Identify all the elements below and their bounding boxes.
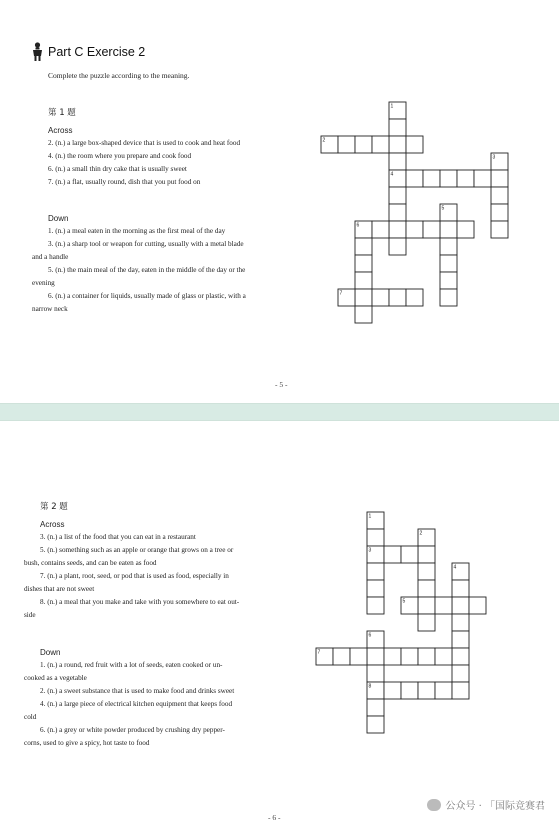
clue-item: cooked as a vegetable [24,674,87,682]
clue-item: 6. (n.) a container for liquids, usually made of glass or plastic, with a [48,292,246,300]
crossword-cell[interactable] [406,136,423,153]
crossword-cell[interactable] [452,631,469,648]
crossword-cell[interactable] [491,221,508,238]
clue-item: 6. (n.) a small thin dry cake that is usually sweet [48,165,187,173]
clue-number: 4 [390,171,394,178]
crossword-cell[interactable] [355,255,372,272]
crossword-cell[interactable] [384,546,401,563]
clue-item: 1. (n.) a meal eaten in the morning as the first meal of the day [48,227,226,235]
crossword-cell[interactable] [406,170,423,187]
crossword-cell[interactable] [355,289,372,306]
crossword-cell[interactable] [355,136,372,153]
clue-item: 5. (n.) the main meal of the day, eaten in the middle of the day or the [48,266,246,274]
crossword-cell[interactable] [440,170,457,187]
clue-item: 5. (n.) something such as an apple or orange that grows on a tree or [40,546,234,554]
crossword-cell[interactable] [355,238,372,255]
crossword-cell[interactable] [440,272,457,289]
wechat-icon [427,799,441,811]
puzzle2-heading: 第 2 题 [40,502,68,512]
clue-number: 5 [441,205,445,212]
clue-item: side [24,611,36,619]
crossword-cell[interactable] [384,648,401,665]
crossword-cell[interactable] [440,238,457,255]
crossword-cell[interactable] [452,614,469,631]
clue-number: 7 [317,649,321,656]
clue-item: 7. (n.) a flat, usually round, dish that you put food on [48,178,201,186]
clue-item: and a handle [32,253,69,261]
puzzle2-down-label: Down [40,648,61,657]
crossword-cell[interactable] [418,580,435,597]
watermark-text: 公众号 · 「国际竞赛君 [445,801,545,812]
crossword-cell[interactable] [333,648,350,665]
crossword-cell[interactable] [418,614,435,631]
crossword-cell[interactable] [350,648,367,665]
crossword-cell[interactable] [474,170,491,187]
clue-item: 1. (n.) a round, red fruit with a lot of seeds, eaten cooked or un- [40,661,223,669]
crossword-cell[interactable] [435,597,452,614]
puzzle1-across-label: Across [48,126,73,135]
watermark [427,797,545,812]
clue-item: 3. (n.) a list of the food that you can eat in a restaurant [40,533,196,541]
page-6 [0,421,559,822]
crossword-cell[interactable] [418,563,435,580]
crossword-cell[interactable] [457,221,474,238]
crossword-cell[interactable] [389,289,406,306]
crossword-cell[interactable] [372,221,389,238]
crossword-cell[interactable] [367,563,384,580]
clue-item: 2. (n.) a sweet substance that is used to make food and drinks sweet [40,687,235,695]
crossword-cell[interactable] [435,648,452,665]
clue-item: 7. (n.) a plant, root, seed, or pod that is used as food, especially in [40,572,229,580]
page-number: - 5 - [275,380,288,389]
crossword-cell[interactable] [440,289,457,306]
clue-item: dishes that are not sweet [24,585,95,593]
crossword-cell[interactable] [418,682,435,699]
instruction-text: Complete the puzzle according to the meaning. [48,71,190,80]
clue-item: corns, used to give a spicy, hot taste to food [24,739,150,747]
crossword-cell[interactable] [389,153,406,170]
crossword-cell[interactable] [372,289,389,306]
clue-item: evening [32,279,55,287]
page-title: Part C Exercise 2 [48,45,146,59]
crossword-cell[interactable] [401,682,418,699]
crossword-cell[interactable] [491,187,508,204]
crossword-grid-2 [0,421,559,822]
crossword-cell[interactable] [367,699,384,716]
clue-item: 3. (n.) a sharp tool or weapon for cutting, usually with a metal blade [48,240,244,248]
clue-item: 8. (n.) a meal that you make and take with you somewhere to eat out- [40,598,240,606]
crossword-cell[interactable] [423,170,440,187]
crossword-cell[interactable] [389,238,406,255]
clue-number: 5 [402,598,406,605]
clue-number: 6 [368,632,372,639]
crossword-cell[interactable] [491,204,508,221]
clue-number: 6 [356,222,360,229]
clue-item: 2. (n.) a large box-shaped device that is used to cook and heat food [48,139,241,147]
crossword-cell[interactable] [367,665,384,682]
crossword-cell[interactable] [355,306,372,323]
clue-number: 7 [339,290,343,297]
clue-number: 1 [390,103,394,110]
crossword-cell[interactable] [418,597,435,614]
crossword-cell[interactable] [491,170,508,187]
clue-number: 3 [368,547,372,554]
crossword-cell[interactable] [367,597,384,614]
clue-item: 4. (n.) a large piece of electrical kitchen equipment that keeps food [40,700,233,708]
clue-item: narrow neck [32,305,68,313]
crossword-cell[interactable] [389,187,406,204]
clue-item: cold [24,713,37,721]
crossword-cell[interactable] [367,529,384,546]
crossword-cell[interactable] [406,289,423,306]
puzzle1-heading: 第 1 题 [48,108,76,118]
crossword-cell[interactable] [389,136,406,153]
crossword-cell[interactable] [401,648,418,665]
crossword-grid-1 [0,0,559,403]
crossword-cell[interactable] [469,597,486,614]
clue-item: bush, contains seeds, and can be eaten as food [24,559,157,567]
crossword-cell[interactable] [452,648,469,665]
crossword-cell[interactable] [372,136,389,153]
crossword-cell[interactable] [406,221,423,238]
puzzle1-down-label: Down [48,214,69,223]
crossword-cell[interactable] [452,665,469,682]
crossword-cell[interactable] [457,170,474,187]
crossword-cell[interactable] [440,221,457,238]
page-divider [0,403,559,421]
crossword-cell[interactable] [435,682,452,699]
clue-number: 2 [322,137,326,144]
clue-number: 2 [419,530,423,537]
crossword-cell[interactable] [452,580,469,597]
clue-item: 6. (n.) a grey or white powder produced by crushing dry pepper- [40,726,225,734]
crossword-cell[interactable] [355,272,372,289]
crossword-cell[interactable] [389,204,406,221]
crossword-cell[interactable] [367,716,384,733]
crossword-cell[interactable] [389,119,406,136]
clue-number: 4 [453,564,457,571]
clue-number: 1 [368,513,372,520]
puzzle2-across-label: Across [40,520,65,529]
crossword-cell[interactable] [384,682,401,699]
crossword-cell[interactable] [367,648,384,665]
crossword-cell[interactable] [418,648,435,665]
crossword-cell[interactable] [389,221,406,238]
clue-item: 4. (n.) the room where you prepare and cook food [48,152,192,160]
clue-number: 3 [492,154,496,161]
page-5 [0,0,559,403]
crossword-cell[interactable] [418,546,435,563]
crossword-cell[interactable] [423,221,440,238]
crossword-cell[interactable] [440,255,457,272]
page-number: - 6 - [268,813,281,822]
crossword-cell[interactable] [452,597,469,614]
clue-number: 8 [368,683,372,690]
crossword-cell[interactable] [452,682,469,699]
crossword-cell[interactable] [401,546,418,563]
crossword-cell[interactable] [367,580,384,597]
crossword-cell[interactable] [338,136,355,153]
